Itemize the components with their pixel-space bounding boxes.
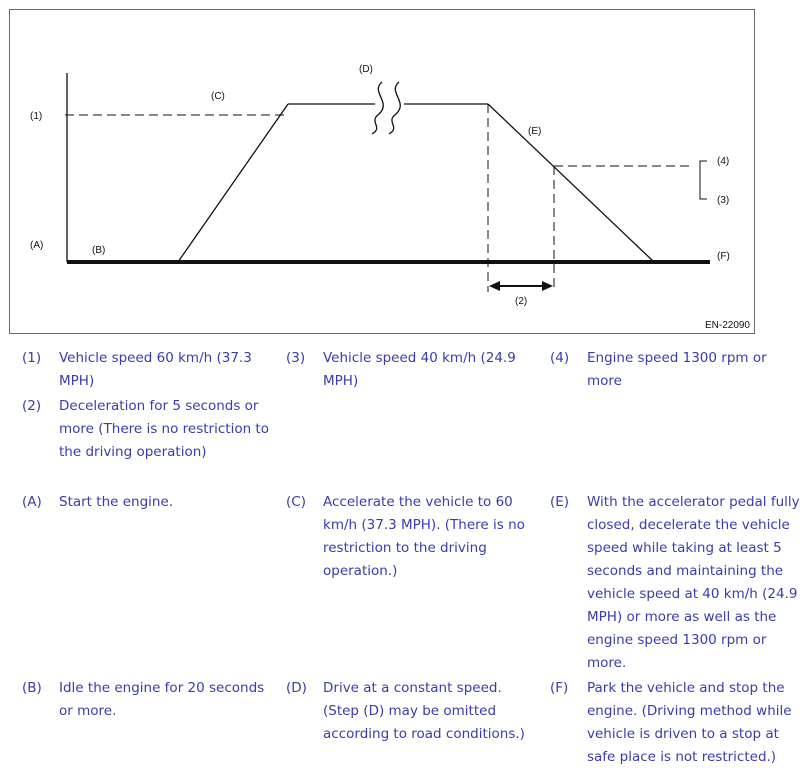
label-b: (B)	[92, 245, 106, 256]
label-a: (A)	[30, 240, 44, 251]
label-f: (F)	[717, 251, 730, 262]
label-4: (4)	[717, 156, 730, 167]
label-2: (2)	[515, 296, 528, 307]
legend-text: Vehicle speed 60 km/h (37.3 MPH)	[59, 350, 252, 389]
drive-cycle-figure	[9, 9, 755, 334]
break-squiggle-right	[389, 82, 400, 134]
legend-key: (A)	[22, 494, 42, 510]
legend-text: Engine speed 1300 rpm or more	[587, 350, 767, 389]
legend-key: (C)	[286, 494, 306, 510]
legend-key: (F)	[550, 680, 569, 696]
legend-key: (E)	[550, 494, 570, 510]
label-d: (D)	[359, 64, 373, 75]
acceleration-line	[178, 104, 288, 262]
legend-key: (2)	[22, 398, 42, 414]
legend-text: Idle the engine for 20 seconds or more.	[59, 680, 265, 719]
label-1: (1)	[30, 111, 43, 122]
legend-key: (D)	[286, 680, 307, 696]
figure-id: EN-22090	[704, 320, 750, 331]
legend-text: Drive at a constant speed. (Step (D) may be omitted according to road conditions.)	[323, 680, 525, 742]
legend-key: (4)	[550, 350, 570, 366]
legend-text: With the accelerator pedal fully closed, decelerate the vehicle speed while taking at least 5 seconds and maintaining the vehicle speed at 40 km/h (24.9 MPH) or more as well as the engine speed 1300 rpm or more.	[587, 494, 800, 671]
legend-text: Vehicle speed 40 km/h (24.9 MPH)	[323, 350, 516, 389]
legend-text: Accelerate the vehicle to 60 km/h (37.3 MPH). (There is no restriction to the driving operation.)	[323, 494, 525, 579]
drive-cycle-diagram	[10, 10, 756, 335]
deceleration-line	[488, 104, 654, 262]
legend-key: (3)	[286, 350, 306, 366]
range-bracket	[700, 161, 707, 199]
legend-text: Start the engine.	[59, 494, 174, 510]
arrowhead-right	[542, 281, 553, 291]
label-c: (C)	[211, 91, 225, 102]
break-squiggle-left	[372, 82, 383, 134]
legend-text: Park the vehicle and stop the engine. (Driving method while vehicle is driven to a stop at safe place is not restricted.)	[587, 680, 792, 765]
label-e: (E)	[528, 126, 542, 137]
legend-key: (B)	[22, 680, 42, 696]
label-3: (3)	[717, 195, 730, 206]
legend-key: (1)	[22, 350, 42, 366]
legend-text: Deceleration for 5 seconds or more (There is no restriction to the driving operation)	[59, 398, 269, 460]
arrowhead-left	[489, 281, 500, 291]
